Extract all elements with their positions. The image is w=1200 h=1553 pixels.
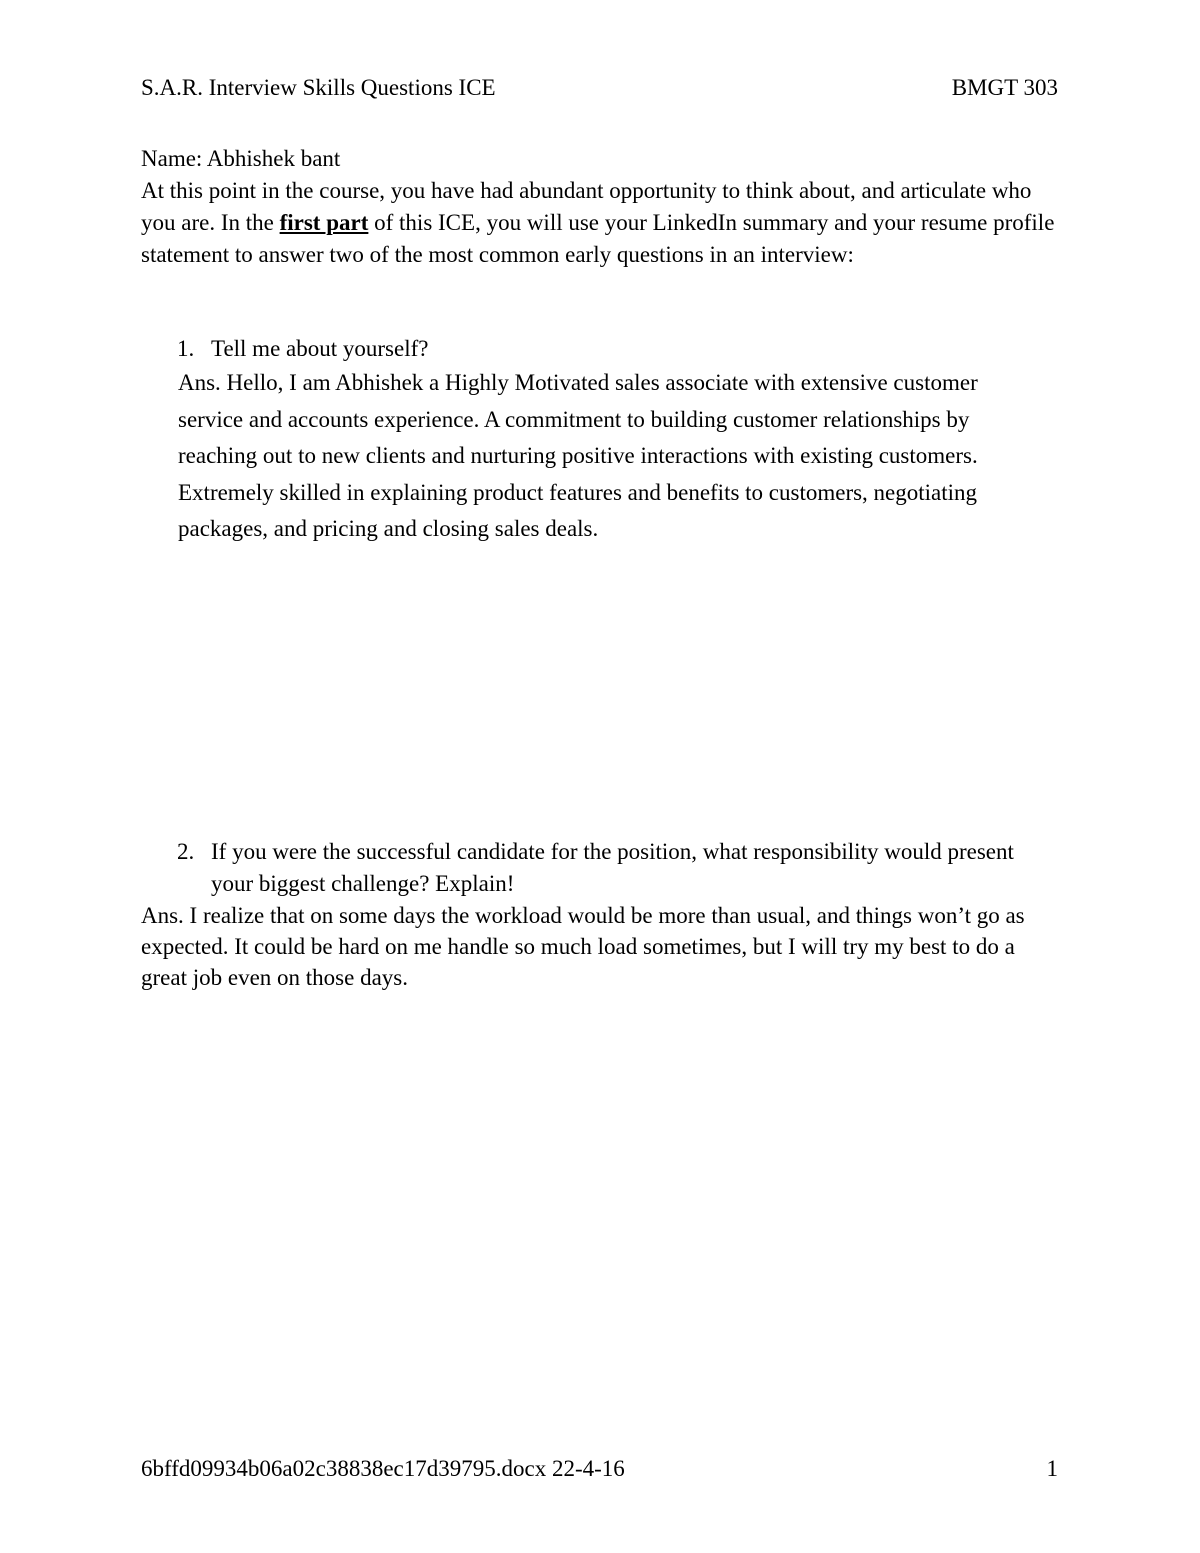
page-header <box>141 74 1058 102</box>
answer-2 <box>141 900 1041 993</box>
question-1-text: Tell me about yourself? <box>211 336 429 361</box>
intro-text-after: of this ICE, you will use your LinkedIn summary and your resume profile statement to answer two of the most common early questions in an interview: <box>141 210 1055 267</box>
page-number: 1 <box>1046 1456 1058 1481</box>
question-1-number: 1. <box>177 336 195 361</box>
course-code: BMGT 303 <box>951 75 1058 100</box>
document-title: S.A.R. Interview Skills Questions ICE <box>141 75 496 100</box>
answer-1 <box>178 365 998 548</box>
answer-2-text: Ans. I realize that on some days the workload would be more than usual, and things won’t go as expected. It could be hard on me handle so much load sometimes, but I will try my best to do a great job even on those days. <box>141 903 1025 990</box>
intro-paragraph <box>141 175 1061 271</box>
answer-1-text: Ans. Hello, I am Abhishek a Highly Motivated sales associate with extensive customer service and accounts experience. A commitment to building customer relationships by reaching out to new clients and nurturing positive interactions with existing customers. Extremely skilled in explaining product features and benefits to customers, negotiating packages, and pricing and closing sales deals. <box>178 370 978 541</box>
question-2-text: If you were the successful candidate for the position, what responsibility would present your biggest challenge? Explain! <box>211 839 1014 896</box>
page-footer <box>141 1455 1058 1483</box>
question-2-number: 2. <box>177 839 195 864</box>
intro-emphasis: first part <box>279 210 369 235</box>
name-line: Name: Abhishek bant <box>141 146 341 171</box>
question-2 <box>141 836 1061 900</box>
question-1 <box>141 333 1061 365</box>
intro-section <box>141 143 1061 271</box>
footer-filename: 6bffd09934b06a02c38838ec17d39795.docx 22-4-16 <box>141 1456 625 1481</box>
intro-text-before: At this point in the course, you have had abundant opportunity to think about, and articulate who you are. In the <box>141 178 1032 235</box>
